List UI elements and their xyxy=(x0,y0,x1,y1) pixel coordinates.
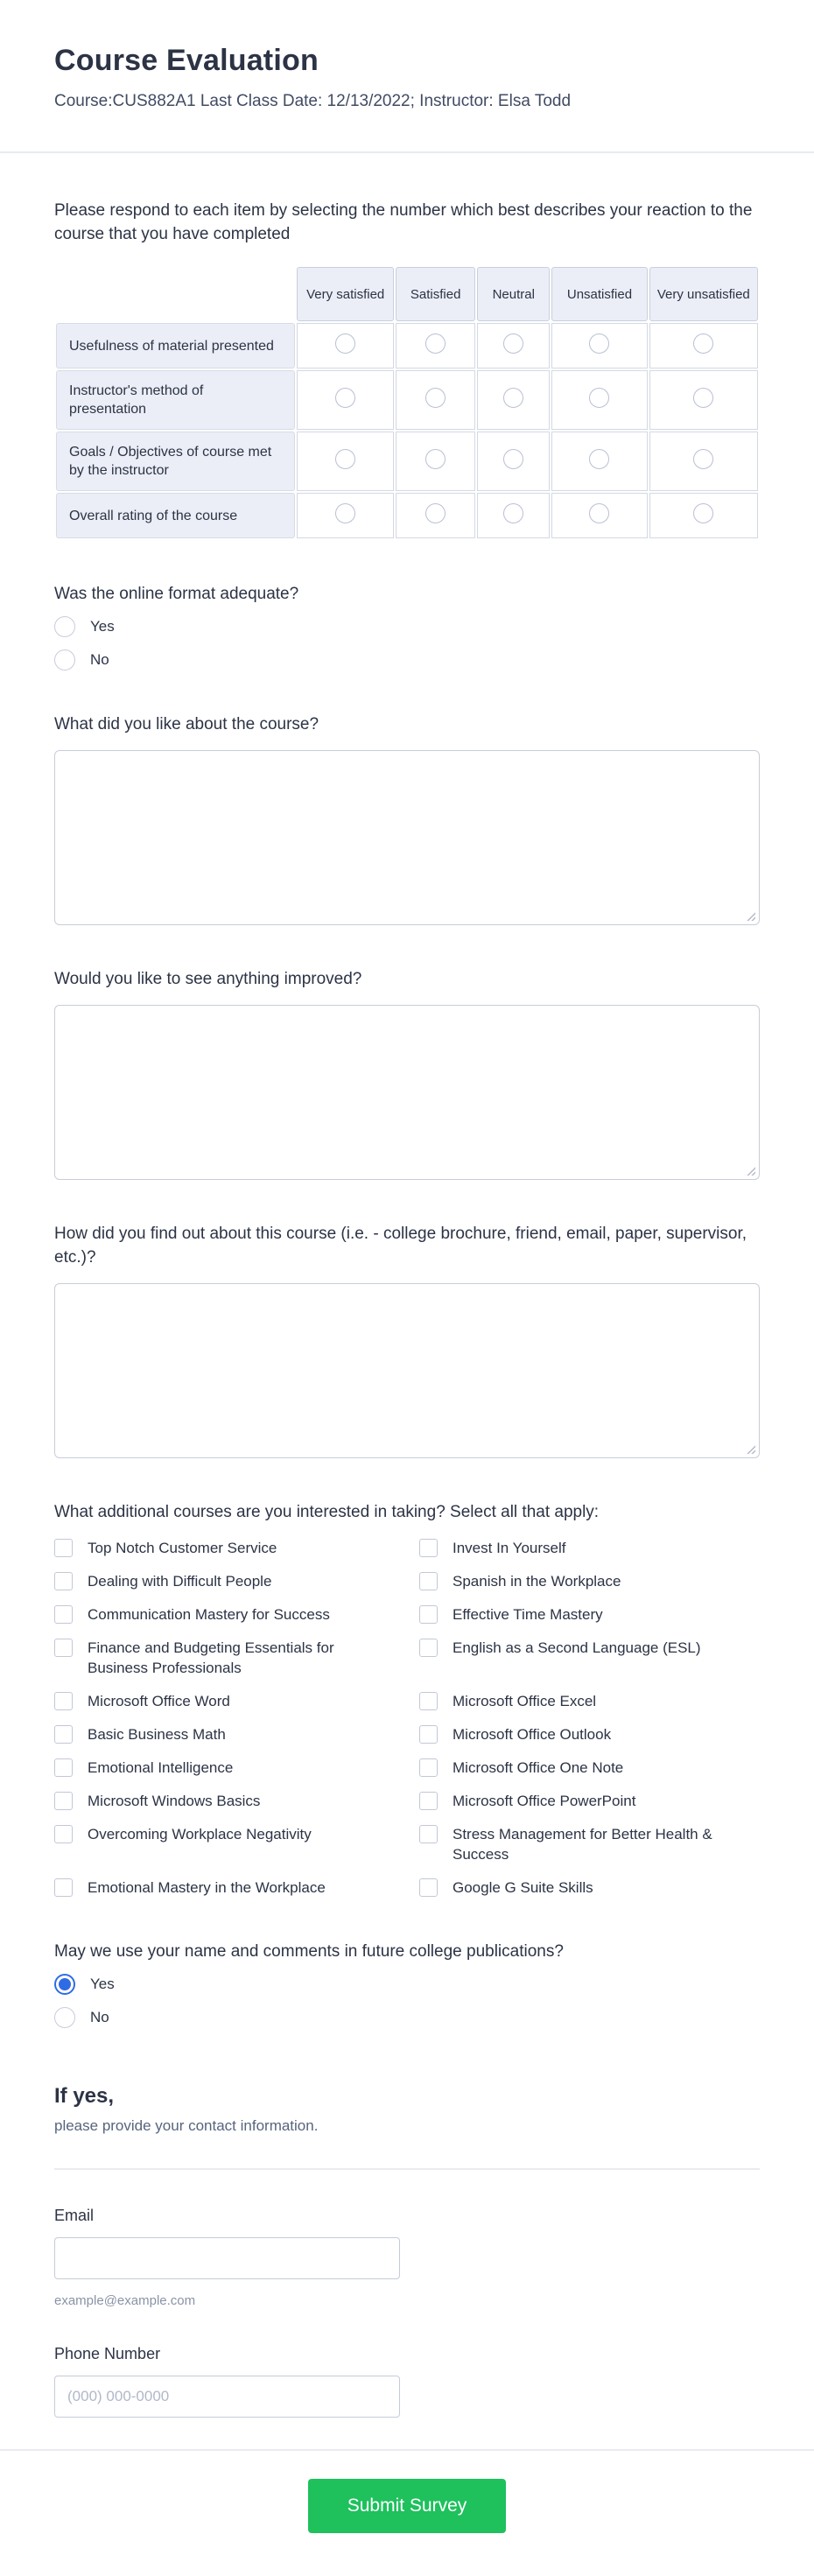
matrix-radio-r4-neutral[interactable] xyxy=(503,503,523,523)
checkbox[interactable] xyxy=(54,1639,73,1657)
matrix-row-overall-rating-of-the-course xyxy=(56,493,758,538)
checkbox-option-microsoft-office-one-note[interactable] xyxy=(419,1758,760,1778)
matrix-cell xyxy=(297,323,394,369)
checkbox[interactable] xyxy=(419,1639,438,1657)
checkbox[interactable] xyxy=(419,1792,438,1810)
checkbox[interactable] xyxy=(419,1692,438,1710)
radio-option-online-format-yes[interactable] xyxy=(54,616,760,637)
contact-divider xyxy=(54,2168,760,2170)
matrix-radio-r4-unsatisfied[interactable] xyxy=(589,503,609,523)
matrix-radio-r1-satisfied[interactable] xyxy=(425,333,446,354)
checkbox[interactable] xyxy=(419,1572,438,1590)
submit-survey-button[interactable]: Submit Survey xyxy=(308,2479,507,2533)
email-label: Email xyxy=(54,2207,95,2224)
checkbox[interactable] xyxy=(419,1539,438,1557)
matrix-cell xyxy=(396,370,475,430)
matrix-radio-r3-unsatisfied[interactable] xyxy=(589,449,609,469)
checkbox[interactable] xyxy=(419,1758,438,1777)
checkbox-option-basic-business-math[interactable] xyxy=(54,1724,395,1744)
checkbox[interactable] xyxy=(54,1878,73,1897)
radio-unselected[interactable] xyxy=(54,649,75,670)
liked-question-label: What did you like about the course? xyxy=(54,715,319,733)
matrix-cell xyxy=(649,323,758,369)
matrix-cell xyxy=(396,432,475,491)
checkbox-option-microsoft-office-excel[interactable] xyxy=(419,1691,760,1711)
matrix-cell xyxy=(396,493,475,538)
matrix-row-goals-objectives-of-course-met-by-the-instructor xyxy=(56,432,758,491)
phone-field[interactable] xyxy=(54,2376,400,2418)
matrix-radio-r3-very-satisfied[interactable] xyxy=(335,449,355,469)
radio-option-label: No xyxy=(90,2009,109,2025)
matrix-radio-r4-very-unsatisfied[interactable] xyxy=(693,503,713,523)
checkbox-option-label: English as a Second Language (ESL) xyxy=(453,1639,701,1656)
additional-courses-section xyxy=(54,1500,760,1898)
matrix-cell xyxy=(297,432,394,491)
checkbox-option-label: Spanish in the Workplace xyxy=(453,1573,621,1590)
matrix-row-label: Overall rating of the course xyxy=(56,493,295,538)
checkbox-option-label: Finance and Budgeting Essentials for Business Professionals xyxy=(88,1639,334,1676)
matrix-row-label: Usefulness of material presented xyxy=(56,323,295,369)
matrix-radio-r3-neutral[interactable] xyxy=(503,449,523,469)
checkbox[interactable] xyxy=(419,1878,438,1897)
matrix-radio-r2-very-satisfied[interactable] xyxy=(335,388,355,408)
found-out-question-label: How did you find out about this course (i.e. - college brochure, friend, email, paper, supervisor, etc.)? xyxy=(54,1225,747,1267)
checkbox-option-label: Microsoft Office One Note xyxy=(453,1759,624,1776)
matrix-radio-r1-neutral[interactable] xyxy=(503,333,523,354)
matrix-cell xyxy=(477,370,550,430)
improved-question-label: Would you like to see anything improved? xyxy=(54,970,362,988)
form-footer xyxy=(0,2449,814,2572)
matrix-cell xyxy=(551,370,647,430)
checkbox-option-stress-management-for-better-health-success[interactable] xyxy=(419,1824,760,1864)
checkbox[interactable] xyxy=(54,1539,73,1557)
matrix-column-header-very-unsatisfied: Very unsatisfied xyxy=(649,267,758,321)
online-format-section xyxy=(54,582,760,670)
checkbox-option-top-notch-customer-service[interactable] xyxy=(54,1538,395,1558)
matrix-cell xyxy=(649,493,758,538)
matrix-row-usefulness-of-material-presented xyxy=(56,323,758,369)
checkbox[interactable] xyxy=(54,1792,73,1810)
matrix-cell xyxy=(396,323,475,369)
checkbox-option-finance-and-budgeting-essentials-for-business-professionals[interactable] xyxy=(54,1638,395,1678)
page-title: Course Evaluation xyxy=(54,44,319,77)
checkbox-option-emotional-intelligence[interactable] xyxy=(54,1758,395,1778)
checkbox-option-google-g-suite-skills[interactable] xyxy=(419,1878,760,1898)
matrix-column-header-satisfied: Satisfied xyxy=(396,267,475,321)
matrix-question-section xyxy=(54,199,760,540)
checkbox-option-microsoft-office-powerpoint[interactable] xyxy=(419,1791,760,1811)
checkbox-option-label: Dealing with Difficult People xyxy=(88,1573,272,1590)
liked-textarea[interactable] xyxy=(54,750,760,925)
checkbox[interactable] xyxy=(419,1725,438,1744)
radio-option-publications-yes[interactable] xyxy=(54,1974,760,1995)
checkbox-option-communication-mastery-for-success[interactable] xyxy=(54,1604,395,1625)
checkbox-option-label: Microsoft Windows Basics xyxy=(88,1793,261,1809)
if-yes-subheading: please provide your contact information. xyxy=(54,2117,319,2134)
checkbox[interactable] xyxy=(419,1605,438,1624)
matrix-column-header-very-satisfied: Very satisfied xyxy=(297,267,394,321)
radio-option-publications-no[interactable] xyxy=(54,2007,760,2028)
checkbox-option-english-as-a-second-language-esl[interactable] xyxy=(419,1638,760,1678)
header-divider xyxy=(0,151,814,153)
improved-section xyxy=(54,967,760,1180)
checkbox-option-label: Top Notch Customer Service xyxy=(88,1540,277,1556)
phone-label: Phone Number xyxy=(54,2345,161,2362)
matrix-radio-r2-very-unsatisfied[interactable] xyxy=(693,388,713,408)
publications-options xyxy=(54,1974,760,2028)
publications-question-label: May we use your name and comments in future college publications? xyxy=(54,1942,564,1961)
checkbox-option-microsoft-office-outlook[interactable] xyxy=(419,1724,760,1744)
checkbox-option-overcoming-workplace-negativity[interactable] xyxy=(54,1824,395,1864)
checkbox-option-microsoft-windows-basics[interactable] xyxy=(54,1791,395,1811)
matrix-radio-r2-satisfied[interactable] xyxy=(425,388,446,408)
checkbox-option-label: Microsoft Office PowerPoint xyxy=(453,1793,636,1809)
online-format-options xyxy=(54,616,760,670)
radio-selected[interactable] xyxy=(54,1974,75,1995)
radio-option-label: Yes xyxy=(90,1976,115,1992)
matrix-cell xyxy=(477,493,550,538)
improved-textarea-wrap xyxy=(54,1005,760,1180)
checkbox-option-label: Basic Business Math xyxy=(88,1726,226,1743)
form-body xyxy=(0,199,814,2418)
checkbox-option-label: Microsoft Office Word xyxy=(88,1693,230,1709)
checkbox-option-microsoft-office-word[interactable] xyxy=(54,1691,395,1711)
found-out-textarea-wrap xyxy=(54,1283,760,1458)
checkbox-option-label: Stress Management for Better Health & Success xyxy=(453,1826,712,1863)
radio-unselected[interactable] xyxy=(54,616,75,637)
matrix-radio-r1-very-satisfied[interactable] xyxy=(335,333,355,354)
improved-textarea[interactable] xyxy=(54,1005,760,1180)
matrix-column-header-unsatisfied: Unsatisfied xyxy=(551,267,647,321)
checkbox-option-emotional-mastery-in-the-workplace[interactable] xyxy=(54,1878,395,1898)
matrix-cell xyxy=(551,323,647,369)
checkbox-option-label: Emotional Intelligence xyxy=(88,1759,234,1776)
form-header xyxy=(0,0,814,111)
checkbox[interactable] xyxy=(419,1825,438,1843)
matrix-radio-r4-very-satisfied[interactable] xyxy=(335,503,355,523)
checkbox[interactable] xyxy=(54,1605,73,1624)
checkbox[interactable] xyxy=(54,1725,73,1744)
matrix-radio-r2-neutral[interactable] xyxy=(503,388,523,408)
publications-section xyxy=(54,1940,760,2028)
matrix-cell xyxy=(297,493,394,538)
matrix-radio-r1-very-unsatisfied[interactable] xyxy=(693,333,713,354)
checkbox-option-label: Communication Mastery for Success xyxy=(88,1606,330,1623)
matrix-column-header-neutral: Neutral xyxy=(477,267,550,321)
checkbox-option-label: Microsoft Office Excel xyxy=(453,1693,597,1709)
matrix-corner-cell xyxy=(56,267,295,321)
checkbox-option-label: Microsoft Office Outlook xyxy=(453,1726,612,1743)
matrix-radio-r3-satisfied[interactable] xyxy=(425,449,446,469)
matrix-row-label: Goals / Objectives of course met by the instructor xyxy=(56,432,295,491)
liked-textarea-wrap xyxy=(54,750,760,925)
matrix-cell xyxy=(649,370,758,430)
checkbox-option-label: Overcoming Workplace Negativity xyxy=(88,1826,312,1843)
checkbox-option-label: Effective Time Mastery xyxy=(453,1606,603,1623)
checkbox-option-label: Invest In Yourself xyxy=(453,1540,566,1556)
matrix-cell xyxy=(551,493,647,538)
radio-option-online-format-no[interactable] xyxy=(54,649,760,670)
matrix-cell xyxy=(477,323,550,369)
checkbox[interactable] xyxy=(54,1825,73,1843)
additional-courses-question-label: What additional courses are you interested in taking? Select all that apply: xyxy=(54,1503,600,1521)
liked-section xyxy=(54,712,760,925)
form-subtitle: Course:CUS882A1 Last Class Date: 12/13/2022; Instructor: Elsa Todd xyxy=(54,92,572,110)
radio-option-label: Yes xyxy=(90,618,115,635)
checkbox[interactable] xyxy=(54,1572,73,1590)
checkbox[interactable] xyxy=(54,1758,73,1777)
email-field[interactable] xyxy=(54,2237,400,2279)
matrix-row-instructor-s-method-of-presentation xyxy=(56,370,758,430)
matrix-radio-r2-unsatisfied[interactable] xyxy=(589,388,609,408)
matrix-radio-r4-satisfied[interactable] xyxy=(425,503,446,523)
checkbox-option-label: Emotional Mastery in the Workplace xyxy=(88,1879,326,1896)
checkbox-option-dealing-with-difficult-people[interactable] xyxy=(54,1571,395,1591)
radio-unselected[interactable] xyxy=(54,2007,75,2028)
radio-option-label: No xyxy=(90,651,109,668)
additional-courses-grid xyxy=(54,1538,760,1898)
rating-matrix-table xyxy=(54,265,760,540)
found-out-textarea[interactable] xyxy=(54,1283,760,1458)
checkbox-option-effective-time-mastery[interactable] xyxy=(419,1604,760,1625)
checkbox-option-invest-in-yourself[interactable] xyxy=(419,1538,760,1558)
matrix-row-label: Instructor's method of presentation xyxy=(56,370,295,430)
online-format-question-label: Was the online format adequate? xyxy=(54,585,299,603)
checkbox-option-label: Google G Suite Skills xyxy=(453,1879,593,1896)
email-hint: example@example.com xyxy=(54,2293,196,2308)
checkbox-option-spanish-in-the-workplace[interactable] xyxy=(419,1571,760,1591)
matrix-cell xyxy=(649,432,758,491)
matrix-radio-r1-unsatisfied[interactable] xyxy=(589,333,609,354)
if-yes-heading: If yes, xyxy=(54,2084,115,2108)
matrix-question-label: Please respond to each item by selecting the number which best describes your reaction to the course that you have completed xyxy=(54,201,753,243)
matrix-cell xyxy=(477,432,550,491)
checkbox[interactable] xyxy=(54,1692,73,1710)
found-out-section xyxy=(54,1222,760,1458)
matrix-cell xyxy=(297,370,394,430)
matrix-radio-r3-very-unsatisfied[interactable] xyxy=(693,449,713,469)
matrix-cell xyxy=(551,432,647,491)
